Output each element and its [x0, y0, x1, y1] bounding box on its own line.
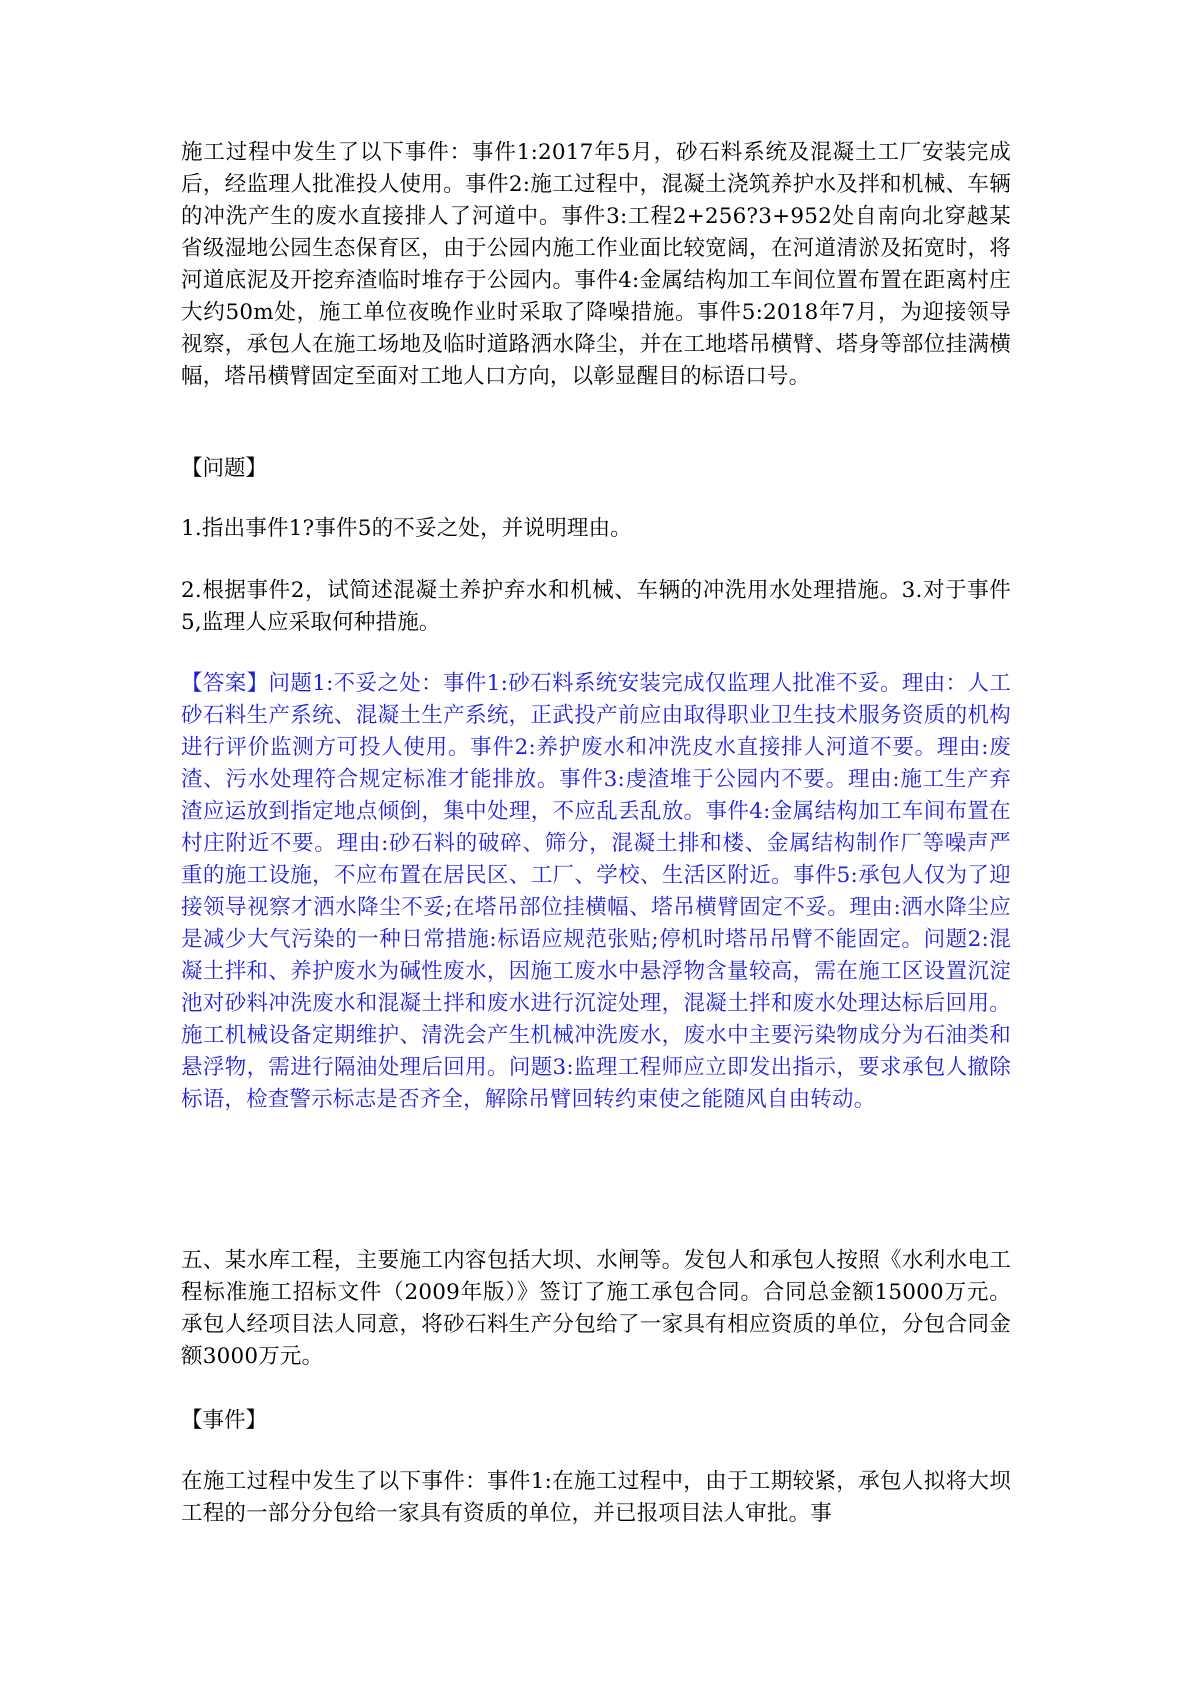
events-paragraph: 施工过程中发生了以下事件：事件1:2017年5月，砂石料系统及混凝土工厂安装完成后，经监理人批准投人使用。事件2:施工过程中，混凝土浇筑养护水及拌和机械、车辆的冲洗产生的废水直接排人了河道中。事件3:工程2+256?3+952处自南向北穿越某省级湿地公园生态保育区，由于公园内施工作业面比较宽阔，在河道清淤及拓宽时，将河道底泥及开挖弃渣临时堆存于公园内。事件4:金属结构加工车间位置布置在距离村庄大约50m处，施工单位夜晚作业时采取了降噪措施。事件5:2018年7月，为迎接领导视察，承包人在施工场地及临时道路洒水降尘，并在工地塔吊横臂、塔身等部位挂满横幅，塔吊横臂固定至面对工地人口方向，以彰显醒目的标语口号。 [181, 140, 1011, 389]
section-five-intro: 五、某水库工程，主要施工内容包括大坝、水闸等。发包人和承包人按照《水利水电工程标准施工招标文件（2009年版）》签订了施工承包合同。合同总金额15000万元。承包人经项目法人同意，将砂石料生产分包给了一家具有相应资质的单位，分包合同金额3000万元。 [181, 1248, 1011, 1369]
question-2-3: 2.根据事件2，试简述混凝土养护弃水和机械、车辆的冲洗用水处理措施。3.对于事件5,监理人应采取何种措施。 [181, 578, 1011, 635]
section-five-events: 在施工过程中发生了以下事件：事件1:在施工过程中，由于工期较紧，承包人拟将大坝工程的一部分分包给一家具有资质的单位，并已报项目法人审批。事 [181, 1469, 1011, 1526]
question-1: 1.指出事件1?事件5的不妥之处，并说明理由。 [181, 516, 632, 541]
answer-paragraph: 【答案】问题1:不妥之处：事件1:砂石料系统安装完成仅监理人批准不妥。理由：人工砂石料生产系统、混凝土生产系统，正武投产前应由取得职业卫生技术服务资质的机构进行评价监测方可投人使用。事件2:养护废水和冲洗皮水直接排人河道不要。理由:废渣、污水处理符合规定标准才能排放。事件3:虔渣堆于公园内不要。理由:施工生产弃渣应运放到指定地点倾倒，集中处理，不应乱丢乱放。事件4:金属结构加工车间布置在村庄附近不要。理由:砂石料的破碎、筛分，混凝土排和楼、金属结构制作厂等噪声严重的施工设施，不应布置在居民区、工厂、学校、生活区附近。事件5:承包人仅为了迎接领导视察才洒水降尘不妥;在塔吊部位挂横幅、塔吊横臂固定不妥。理由:洒水降尘应是减少大气污染的一种日常措施:标语应规范张贴;停机时塔吊吊臂不能固定。问题2:混凝土拌和、养护废水为碱性废水，因施工废水中悬浮物含量较高，需在施工区设置沉淀池对砂料冲洗废水和混凝土拌和废水进行沉淀处理，混凝土拌和废水处理达标后回用。施工机械设备定期维护、清洗会产生机械冲洗废水，废水中主要污染物成分为石油类和悬浮物，需进行隔油处理后回用。问题3:监理工程师应立即发出指示，要求承包人撤除标语，检查警示标志是否齐全，解除吊臂回转约束使之能随风自由转动。 [181, 671, 1011, 1112]
events-heading: 【事件】 [181, 1408, 268, 1433]
questions-heading: 【问题】 [181, 456, 268, 481]
